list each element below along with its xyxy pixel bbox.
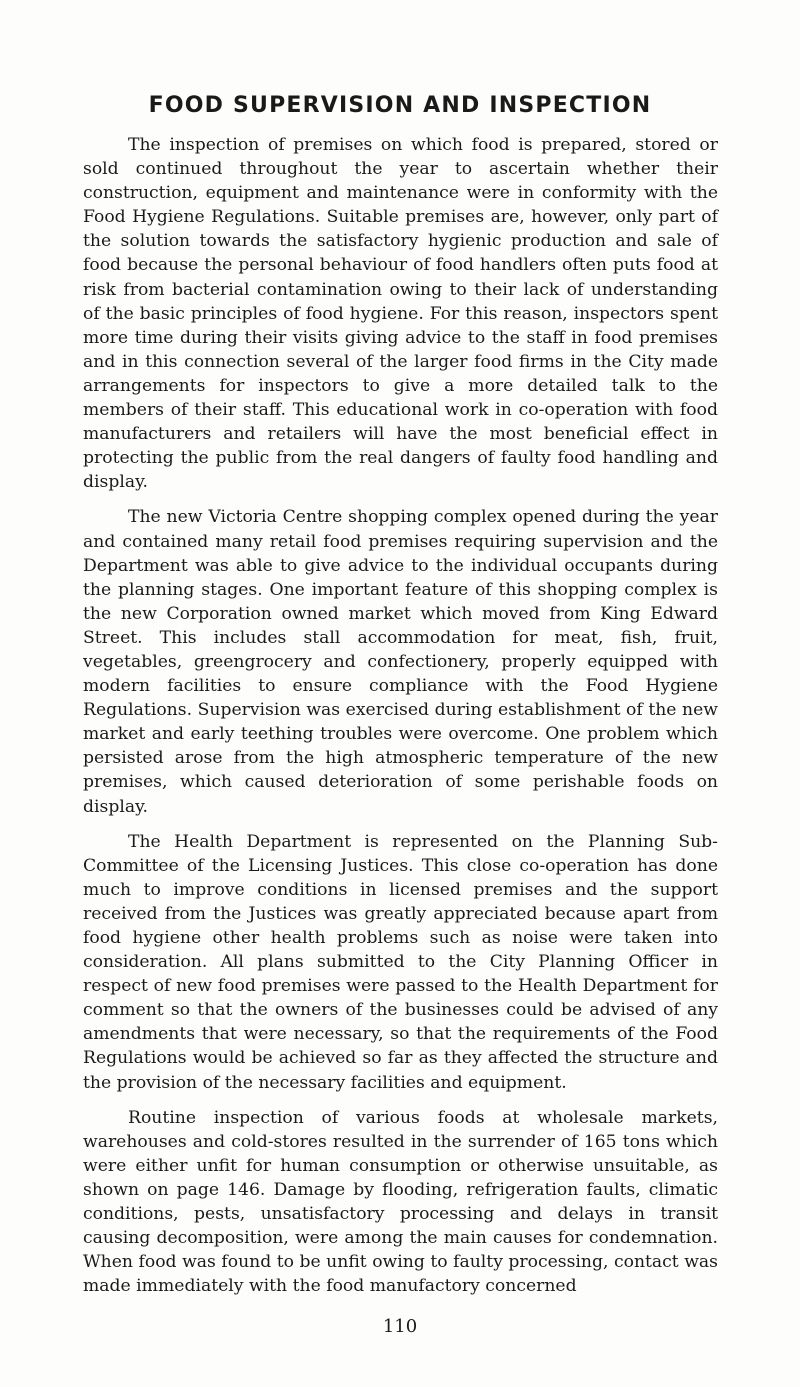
page-heading: FOOD SUPERVISION AND INSPECTION [148,93,652,118]
body-text [83,133,718,1309]
paragraph-3: The Health Department is represented on the Planning Sub-Committee of the Licensing Justices. This close co-operation has done much to improve conditions in licensed premises and the support received from the Justices was greatly appreciated because apart from food hygiene other health problems such as noise were taken into consideration. All plans submitted to the City Planning Officer in respect of new food premises were passed to the Health Department for comment so that the owners of the businesses could be advised of any amendments that were necessary, so that the requirements of the Food Regulations would be achieved so far as they affected the structure and the provision of the necessary facilities and equipment. [83,831,718,1093]
paragraph-2: The new Victoria Centre shopping complex opened during the year and contained many retail food premises requiring supervision and the Department was able to give advice to the individual occupants during the planning stages. One important feature of this shopping complex is the new Corporation owned market which moved from King Edward Street. This includes stall accommodation for meat, fish, fruit, vegetables, greengrocery and confectionery, properly equipped with modern facilities to ensure compliance with the Food Hygiene Regulations. Supervision was exercised during establishment of the new market and early teething troubles were overcome. One problem which persisted arose from the high atmospheric temperature of the new premises, which caused deterioration of some perishable foods on display. [83,507,718,817]
paragraph-1: The inspection of premises on which food is prepared, stored or sold continued throughout the year to ascertain whether their construction, equipment and maintenance were in conformity with the Food Hygiene Regulations. Suitable premises are, however, only part of the solution towards the satisfactory hygienic production and sale of food because the personal behaviour of food handlers often puts food at risk from bacterial contamination owing to their lack of understanding of the basic principles of food hygiene. For this reason, inspectors spent more time during their visits giving advice to the staff in food premises and in this connection several of the larger food firms in the City made arrangements for inspectors to give a more detailed talk to the members of their staff. This educational work in co-operation with food manufacturers and retailers will have the most beneficial effect in protecting the public from the real dangers of faulty food handling and display. [83,135,718,493]
page-number: 110 [382,1316,418,1337]
paragraph-4: Routine inspection of various foods at wholesale markets, warehouses and cold-stores resulted in the surrender of 165 tons which were either unfit for human consumption or otherwise unsuitable, as shown on page 146. Damage by flooding, refrigeration faults, climatic conditions, pests, unsatisfactory processing and delays in transit causing decomposition, were among the main causes for condemnation. When food was found to be unfit owing to faulty processing, contact was made immediately with the food manufactory concerned [83,1107,718,1297]
